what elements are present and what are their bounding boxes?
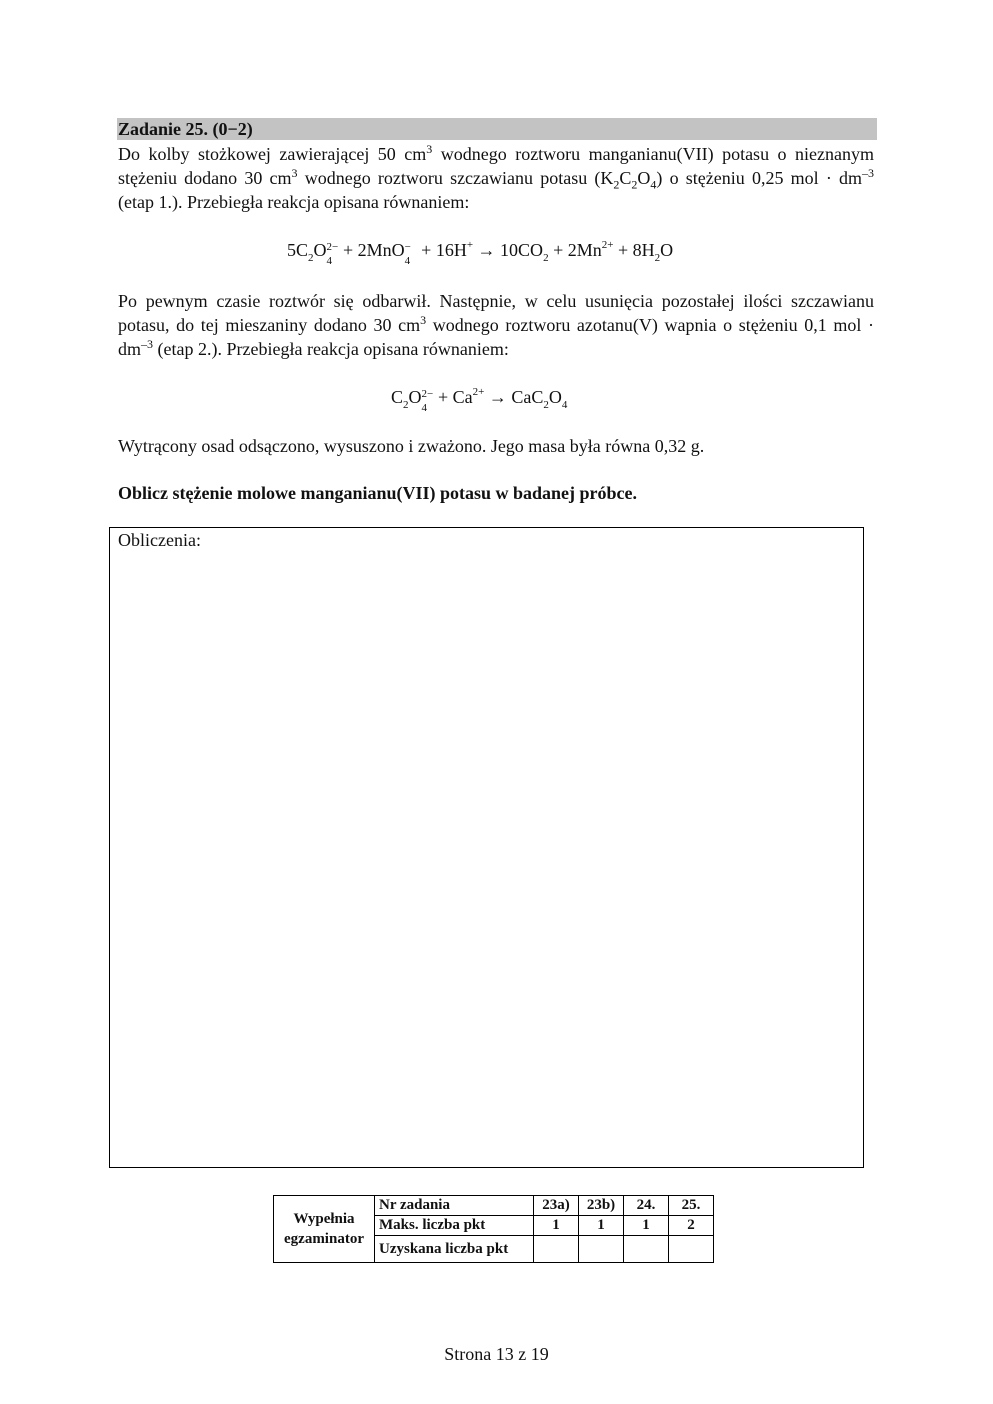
earned-points-cell[interactable] [579,1236,624,1263]
row-label-max-points: Maks. liczba pkt [375,1216,534,1236]
task-number-cell: 25. [669,1196,714,1216]
max-points-cell: 1 [534,1216,579,1236]
row-label-earned-points: Uzyskana liczba pkt [375,1236,534,1263]
calculation-answer-box[interactable] [109,527,864,1168]
task-number-cell: 24. [624,1196,669,1216]
task-command: Oblicz stężenie molowe manganianu(VII) potasu w badanej próbce. [118,483,638,503]
max-points-cell: 1 [624,1216,669,1236]
earned-points-cell[interactable] [669,1236,714,1263]
examiner-label: Wypełnia egzaminator [274,1196,375,1263]
task-number-cell: 23b) [579,1196,624,1216]
task-paragraph-2: Po pewnym czasie roztwór się odbarwił. Następnie, w celu usunięcia pozostałej ilości szczawianu potasu, do tej mieszaniny dodano 30 $cm^3$ wodnego roztworu azotanu(V) wapnia o stężeniu 0,1 mol · $dm^{-3}$ (etap 2.). Przebiegła reakcja opisana równaniem: [118,291,874,359]
max-points-cell: 1 [579,1216,624,1236]
max-points-cell: 2 [669,1216,714,1236]
earned-points-cell[interactable] [624,1236,669,1263]
task-paragraph-3: Wytrącony osad odsączono, wysuszono i zważono. Jego masa była równa 0,32 g. [118,436,705,456]
examiner-score-table [273,1195,714,1263]
reaction-equation-1: $5C_2O$ 2− 4 + 2MnO − 4 + $16H^+ \to 10CO_2 + 2Mn^{2+} + 8H_2O$ [287,239,674,267]
page-number: Strona 13 z 19 [444,1344,549,1364]
reaction-equation-2: $C_2O$ 2− 4 + $Ca^{2+} \to CaC_2O_4$ [391,386,568,414]
task-intro: Do kolby stożkowej zawierającej 50 $cm^3$ wodnego roztworu manganianu(VII) potasu o nieznanym stężeniu dodano 30 $cm^3$ wodnego roztworu szczawianu potasu $(K_2C_2O_4)$ o stężeniu 0,25 mol · $dm^{-3}$ (etap 1.). Przebiegła reakcja opisana równaniem: [118,142,875,212]
row-label-task-number: Nr zadania [375,1196,534,1216]
calculation-label: Obliczenia: [118,530,201,550]
task-number-cell: 23a) [534,1196,579,1216]
earned-points-cell[interactable] [534,1236,579,1263]
task-header: Zadanie 25. (0−2) [117,118,877,140]
